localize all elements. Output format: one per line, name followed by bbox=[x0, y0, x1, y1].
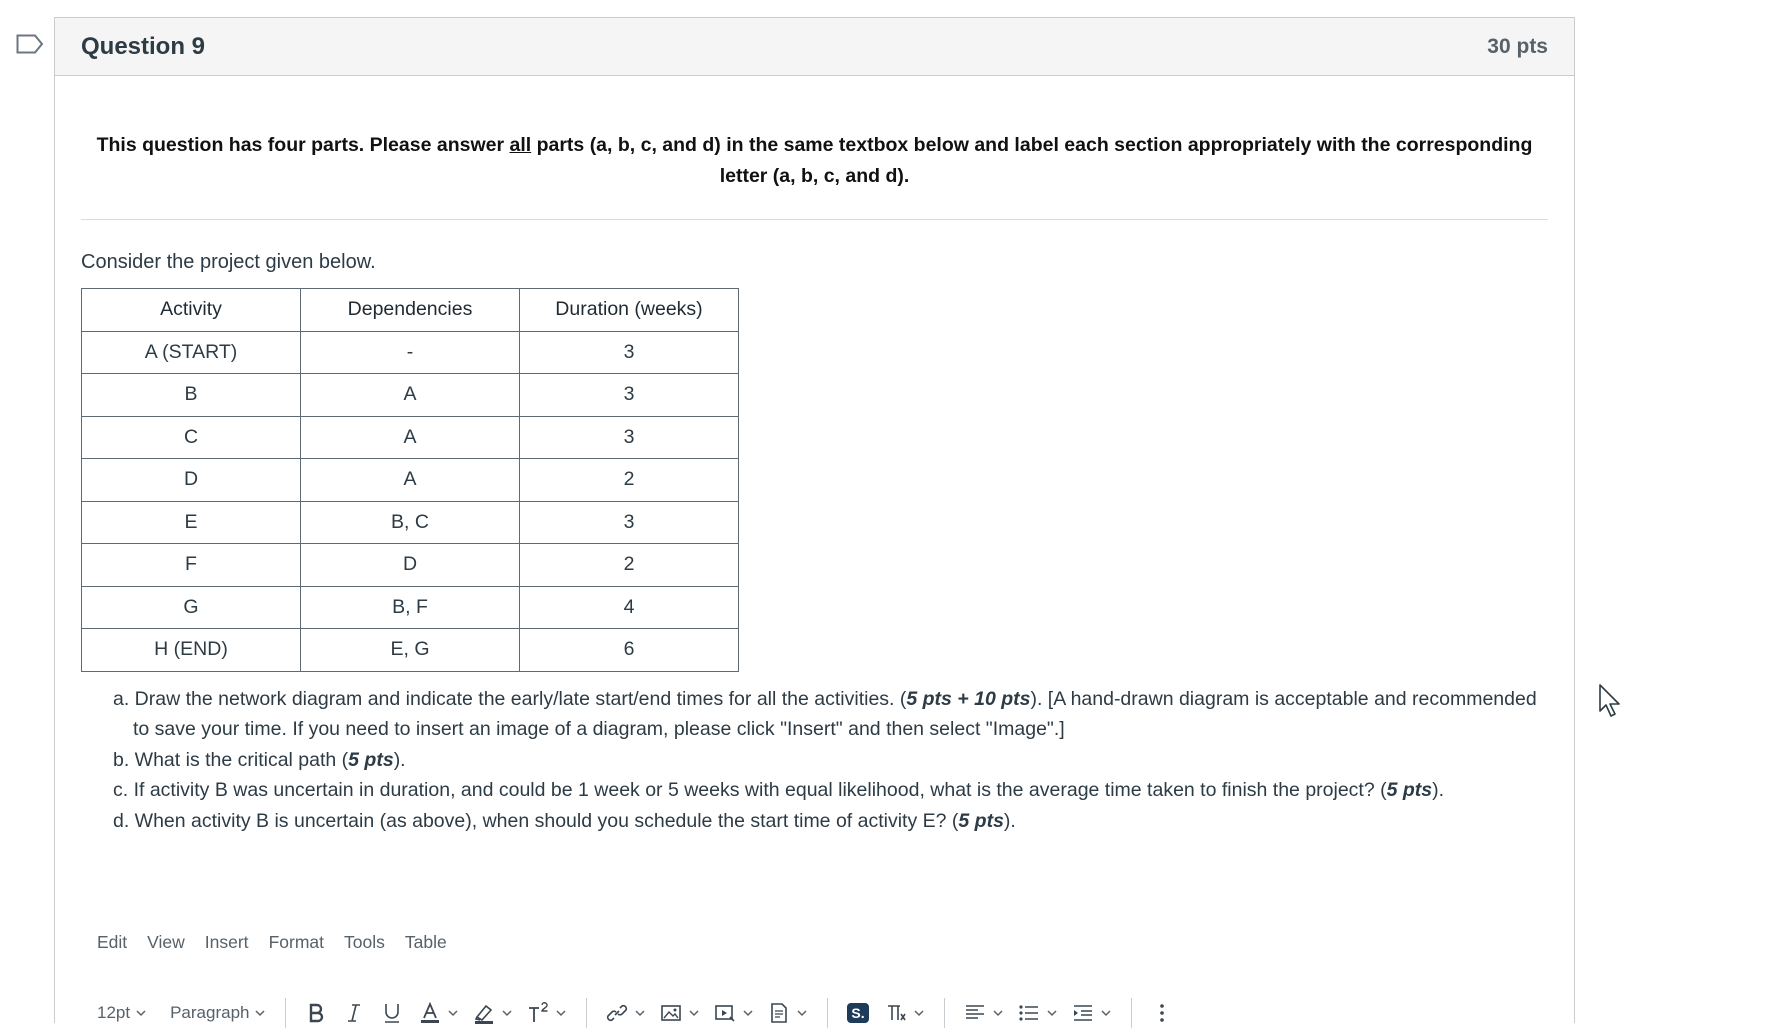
italic-icon[interactable] bbox=[342, 1001, 366, 1025]
list-item bbox=[113, 806, 1548, 837]
table-cell: D bbox=[301, 544, 520, 587]
menu-tools[interactable]: Tools bbox=[344, 932, 385, 952]
table-cell: B, F bbox=[301, 586, 520, 629]
table-row bbox=[82, 331, 739, 374]
column-header: Activity bbox=[82, 289, 301, 332]
document-icon bbox=[767, 1001, 791, 1025]
table-cell: 3 bbox=[520, 501, 739, 544]
menu-edit[interactable]: Edit bbox=[97, 932, 128, 952]
menu-table[interactable]: Table bbox=[404, 932, 447, 952]
part-d-text-end: ). bbox=[1003, 809, 1016, 832]
underline-icon[interactable] bbox=[380, 1001, 404, 1025]
chevron-down-icon bbox=[1101, 1008, 1111, 1018]
bullet-list-button[interactable] bbox=[1017, 1001, 1057, 1025]
toolbar-divider bbox=[944, 998, 945, 1028]
table-cell: B bbox=[82, 374, 301, 417]
part-d-points: 5 pts bbox=[958, 809, 1004, 832]
table-cell: E, G bbox=[301, 629, 520, 672]
table-cell: E bbox=[82, 501, 301, 544]
more-icon[interactable] bbox=[1150, 1001, 1174, 1025]
intro-underlined: all bbox=[509, 134, 532, 156]
table-cell: 3 bbox=[520, 374, 739, 417]
table-row bbox=[82, 629, 739, 672]
highlight-color-button[interactable] bbox=[472, 1001, 512, 1025]
table-cell: 3 bbox=[520, 331, 739, 374]
block-format-value: Paragraph bbox=[170, 1003, 250, 1022]
table-cell: A (START) bbox=[82, 331, 301, 374]
chevron-down-icon bbox=[743, 1008, 753, 1018]
table-cell: - bbox=[301, 331, 520, 374]
table-cell: 2 bbox=[520, 544, 739, 587]
document-button[interactable] bbox=[767, 1001, 807, 1025]
superscript-button[interactable] bbox=[526, 1001, 566, 1025]
table-header-row bbox=[82, 289, 739, 332]
menu-format[interactable]: Format bbox=[268, 932, 324, 952]
chevron-down-icon bbox=[635, 1008, 645, 1018]
chevron-down-icon bbox=[914, 1008, 924, 1018]
chevron-down-icon bbox=[502, 1008, 512, 1018]
question-points: 30 pts bbox=[1487, 34, 1548, 58]
block-format-select[interactable] bbox=[170, 1003, 265, 1023]
question-parts-list bbox=[81, 684, 1548, 837]
chevron-down-icon bbox=[1047, 1008, 1057, 1018]
table-row bbox=[82, 416, 739, 459]
table-row bbox=[82, 544, 739, 587]
highlight-icon bbox=[472, 1001, 496, 1025]
table-cell: H (END) bbox=[82, 629, 301, 672]
link-button[interactable] bbox=[605, 1001, 645, 1025]
indent-button[interactable] bbox=[1071, 1001, 1111, 1025]
flag-icon[interactable] bbox=[16, 34, 44, 54]
equation-icon bbox=[884, 1001, 908, 1025]
intro-text-end: parts (a, b, c, and d) in the same textbox below and label each section appropriately with the corresponding letter (a, b, c, and d). bbox=[531, 134, 1533, 187]
part-c-points: 5 pts bbox=[1386, 779, 1433, 801]
chevron-down-icon bbox=[993, 1008, 1003, 1018]
list-item bbox=[113, 745, 1548, 776]
indent-icon bbox=[1071, 1001, 1095, 1025]
menu-insert[interactable]: Insert bbox=[204, 932, 249, 952]
question-body bbox=[55, 130, 1574, 836]
toolbar-divider bbox=[827, 998, 828, 1028]
media-icon bbox=[713, 1001, 737, 1025]
part-a-text: a. Draw the network diagram and indicate the early/late start/end times for all the activities. ( bbox=[113, 687, 907, 710]
part-c-text: c. If activity B was uncertain in duration, and could be 1 week or 5 weeks with equal likelihood, what is the average time taken to finish the project? ( bbox=[113, 779, 1387, 801]
chevron-down-icon bbox=[448, 1008, 458, 1018]
bold-icon[interactable] bbox=[304, 1001, 328, 1025]
editor-menubar bbox=[97, 932, 467, 953]
table-cell: G bbox=[82, 586, 301, 629]
toolbar-divider bbox=[1131, 998, 1132, 1028]
table-row bbox=[82, 501, 739, 544]
image-icon bbox=[659, 1001, 683, 1025]
link-icon bbox=[605, 1001, 629, 1025]
table-cell: 6 bbox=[520, 629, 739, 672]
part-c-text-end: ). bbox=[1432, 779, 1445, 801]
chevron-down-icon bbox=[689, 1008, 699, 1018]
text-color-icon bbox=[418, 1001, 442, 1025]
align-button[interactable] bbox=[963, 1001, 1003, 1025]
font-size-value: 12pt bbox=[97, 1003, 131, 1022]
column-header: Dependencies bbox=[301, 289, 520, 332]
bullet-list-icon bbox=[1017, 1001, 1041, 1025]
part-b-points: 5 pts bbox=[348, 748, 394, 771]
spellcheck-badge-icon[interactable] bbox=[846, 1001, 870, 1025]
table-cell: 3 bbox=[520, 416, 739, 459]
table-cell: A bbox=[301, 459, 520, 502]
menu-view[interactable]: View bbox=[147, 932, 185, 952]
chevron-down-icon bbox=[255, 1008, 265, 1018]
question-container bbox=[54, 17, 1575, 1023]
table-row bbox=[82, 586, 739, 629]
table-cell: F bbox=[82, 544, 301, 587]
equation-button[interactable] bbox=[884, 1001, 924, 1025]
question-title: Question 9 bbox=[81, 32, 206, 60]
cursor-icon bbox=[1598, 683, 1624, 719]
image-button[interactable] bbox=[659, 1001, 699, 1025]
table-row bbox=[82, 459, 739, 502]
part-a-text-end: ). [A hand-drawn diagram is acceptable and recommended to save your time. If you need to insert an image of a diagram, please click "Insert" and then select "Image".] bbox=[133, 687, 1537, 740]
question-intro bbox=[81, 130, 1548, 220]
font-size-select[interactable] bbox=[97, 1003, 146, 1023]
part-a-points: 5 pts + 10 pts bbox=[906, 687, 1031, 710]
toolbar-divider bbox=[586, 998, 587, 1028]
table-cell: A bbox=[301, 374, 520, 417]
toolbar-divider bbox=[285, 998, 286, 1028]
table-cell: 4 bbox=[520, 586, 739, 629]
intro-text-start: This question has four parts. Please answer bbox=[96, 134, 510, 156]
table-cell: B, C bbox=[301, 501, 520, 544]
list-item bbox=[113, 684, 1548, 745]
chevron-down-icon bbox=[797, 1008, 807, 1018]
svg-text:S.: S. bbox=[851, 1005, 866, 1021]
table-cell: 2 bbox=[520, 459, 739, 502]
column-header: Duration (weeks) bbox=[520, 289, 739, 332]
project-table bbox=[81, 288, 739, 672]
editor-toolbar bbox=[97, 995, 1188, 1031]
chevron-down-icon bbox=[556, 1008, 566, 1018]
consider-text: Consider the project given below. bbox=[81, 251, 376, 273]
question-header bbox=[55, 18, 1574, 76]
part-b-text-end: ). bbox=[393, 748, 406, 771]
table-cell: A bbox=[301, 416, 520, 459]
list-item bbox=[113, 775, 1548, 806]
part-d-text: d. When activity B is uncertain (as above), when should you schedule the start time of activity E? ( bbox=[113, 809, 959, 832]
align-icon bbox=[963, 1001, 987, 1025]
text-color-button[interactable] bbox=[418, 1001, 458, 1025]
table-cell: D bbox=[82, 459, 301, 502]
part-b-text: b. What is the critical path ( bbox=[113, 748, 349, 771]
media-button[interactable] bbox=[713, 1001, 753, 1025]
table-row bbox=[82, 374, 739, 417]
superscript-icon bbox=[526, 1001, 550, 1025]
chevron-down-icon bbox=[136, 1008, 146, 1018]
table-cell: C bbox=[82, 416, 301, 459]
